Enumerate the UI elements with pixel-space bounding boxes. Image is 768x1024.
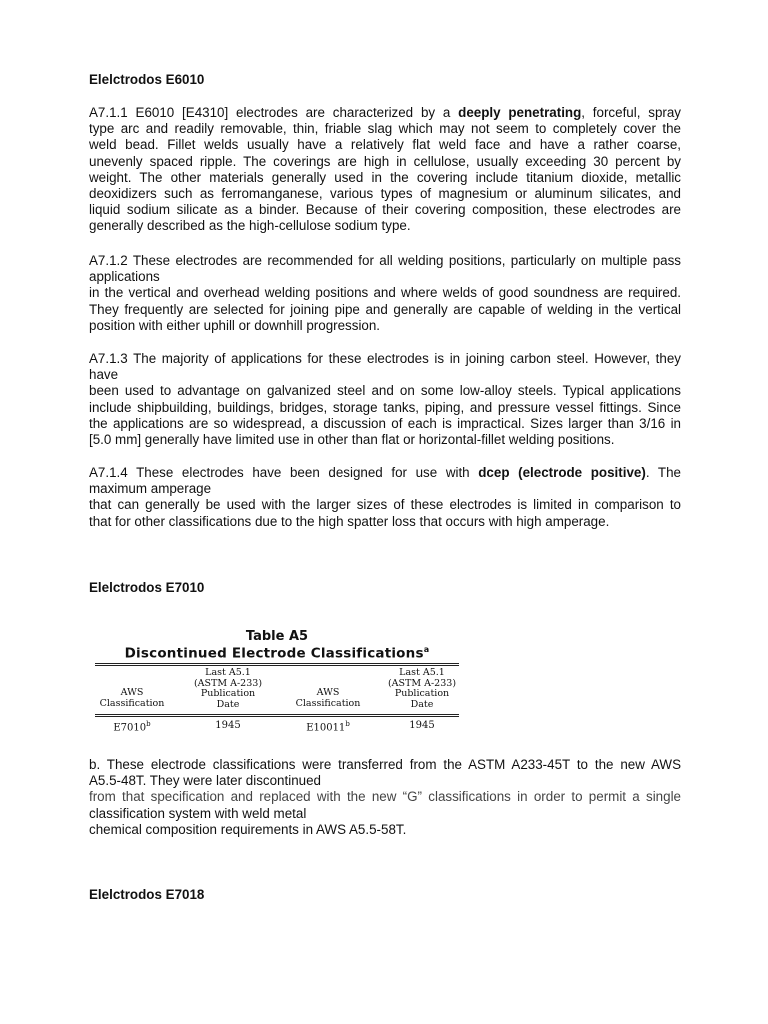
p2-line-5: position with either uphill or downhill progression. <box>89 317 381 333</box>
p3-line-2: have <box>89 367 119 383</box>
table-rule-top-2 <box>95 665 459 666</box>
p1-line-6: deoxidizers such as ferromanganese, various types of magnesium or aluminum silicates, and <box>89 186 681 202</box>
table-rule-mid-2 <box>95 716 459 717</box>
table-cell-e10011: E10011$^b$ <box>306 720 350 734</box>
p4-line-3: that can generally be used with the larger sizes of these electrodes is limited in comparison to <box>89 497 681 513</box>
p3-line-1: A7.1.3 The majority of applications for these electrodes is in joining carbon steel. However, they <box>89 351 681 366</box>
paragraph-a714 <box>89 465 681 530</box>
table-header-aws-1: AWS Classification <box>99 687 165 709</box>
section-heading-e7018: Elelctrodos E7018 <box>89 887 205 902</box>
p4-line-1: A7.1.4 These electrodes have been designed for use with dcep (electrode positive). The <box>89 465 681 480</box>
p5-line-4: classification system with weld metal <box>89 805 307 821</box>
paragraph-a711 <box>89 105 681 235</box>
p3-line-6: [5.0 mm] generally have limited use in other than flat or horizontal-fillet welding positions. <box>89 432 615 448</box>
paragraph-footnote-b <box>89 757 681 838</box>
table-title: Table A5 <box>245 629 309 644</box>
paragraph-a712 <box>89 253 681 334</box>
p1-line-8: generally described as the high-cellulose sodium type. <box>89 218 411 234</box>
p1-line-2: type arc and readily removable, thin, friable slag which may not seem to completely cover the <box>89 121 681 137</box>
p1-line-3: weld bead. Fillet welds usually have a relatively flat weld face and have a rather coarse, <box>89 137 681 153</box>
p4-line-2: maximum amperage <box>89 481 212 497</box>
p1-line-5: weight. The other materials generally used in the covering include titanium dioxide, metallic <box>89 169 681 185</box>
section-heading-e7010: Elelctrodos E7010 <box>89 580 205 595</box>
p5-line-3: from that specification and replaced with the new “G” classifications in order to permit a single <box>89 789 681 805</box>
p1-line-1: A7.1.1 E6010 [E4310] electrodes are characterized by a deeply penetrating, forceful, spray <box>89 105 681 120</box>
p3-line-5: the applications are so widespread, a discussion of each is impractical. Sizes larger than 3/16 in <box>89 415 681 431</box>
p4-line-4: that for other classifications due to the high spatter loss that occurs with high amperage. <box>89 513 610 529</box>
p1-line-4: unevenly spaced ripple. The coverings are high in cellulose, usually exceeding 30 percent by <box>89 153 681 169</box>
p1-line-7: liquid sodium silicate as a binder. Because of their covering composition, these electrodes are <box>89 202 681 218</box>
p5-line-2: A5.5-48T. They were later discontinued <box>89 773 321 789</box>
table-cell-date-1: 1945 <box>215 720 241 731</box>
p2-line-1: A7.1.2 These electrodes are recommended for all welding positions, particularly on multiple pass <box>89 253 681 268</box>
table-cell-e7010: E7010$^b$ <box>113 720 151 734</box>
table-rule-top <box>95 663 459 664</box>
table-a5 <box>89 626 465 738</box>
table-header-date-2: Last A5.1 (ASTM A-233) Publication Date <box>387 667 457 710</box>
table-cell-date-2: 1945 <box>409 720 435 731</box>
p2-line-3: in the vertical and overhead welding positions and where welds of good soundness are required. <box>89 285 681 301</box>
p2-line-2: applications <box>89 269 160 285</box>
table-rule-mid <box>95 714 459 715</box>
p2-line-4: They frequently are selected for joining pipe and generally are capable of welding in the vertical <box>89 301 681 317</box>
p3-line-3: been used to advantage on galvanized steel and on some low-alloy steels. Typical applications <box>89 383 681 399</box>
table-header-aws-2: AWS Classification <box>295 687 361 709</box>
p5-line-5: chemical composition requirements in AWS A5.5-58T. <box>89 821 407 837</box>
p3-line-4: include shipbuilding, buildings, bridges, storage tanks, piping, and pressure vessel fittings. Since <box>89 399 681 415</box>
section-heading-e6010: Elelctrodos E6010 <box>89 72 205 87</box>
p5-line-1: b. These electrode classifications were transferred from the ASTM A233-45T to the new AWS <box>89 757 681 772</box>
paragraph-a713 <box>89 351 681 448</box>
table-subtitle: Discontinued Electrode Classifications$^a$ <box>124 645 430 662</box>
table-header-date-1: Last A5.1 (ASTM A-233) Publication Date <box>193 667 263 710</box>
